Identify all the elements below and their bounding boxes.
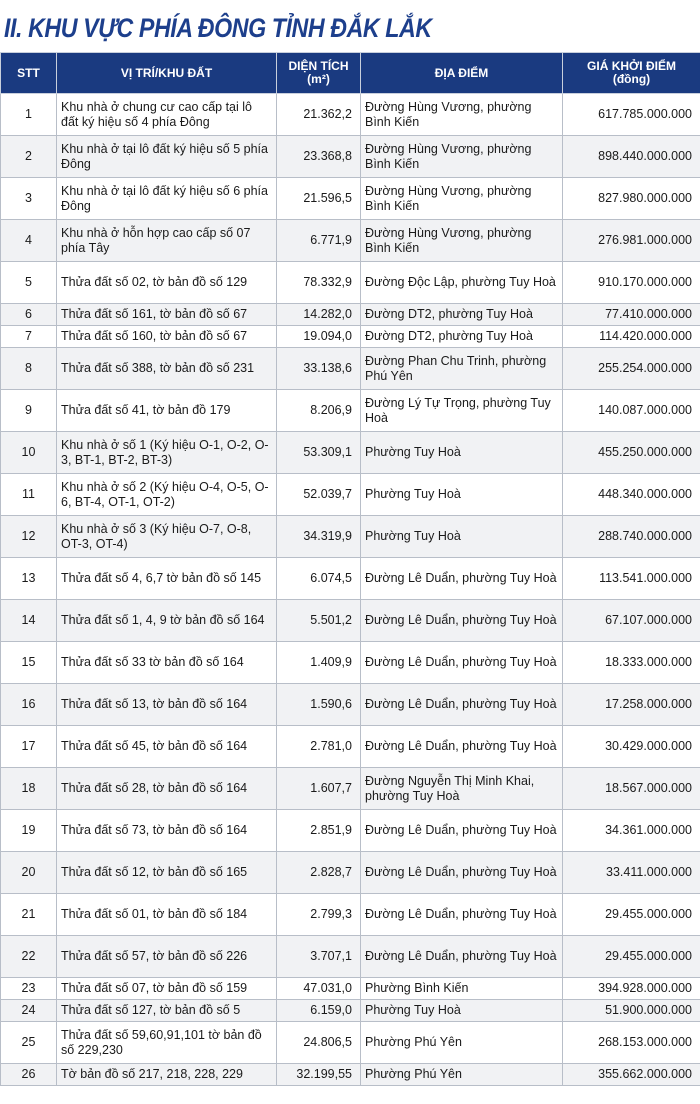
cell-area: 6.159,0 [277, 1000, 361, 1022]
cell-address: Đường DT2, phường Tuy Hoà [361, 326, 563, 348]
table-row [1, 558, 700, 600]
cell-area: 1.607,7 [277, 768, 361, 810]
cell-location: Khu nhà ở chung cư cao cấp tại lô đất ký hiệu số 4 phía Đông [57, 94, 277, 136]
table-row [1, 642, 700, 684]
cell-location: Khu nhà ở số 1 (Ký hiệu O-1, O-2, O-3, BT-1, BT-2, BT-3) [57, 432, 277, 474]
cell-area: 2.851,9 [277, 810, 361, 852]
cell-price: 33.411.000.000 [563, 852, 700, 894]
cell-address: Đường Lê Duẩn, phường Tuy Hoà [361, 600, 563, 642]
header-row [1, 53, 700, 94]
cell-price: 827.980.000.000 [563, 178, 700, 220]
cell-address: Đường Hùng Vương, phường Bình Kiến [361, 136, 563, 178]
cell-area: 3.707,1 [277, 936, 361, 978]
cell-stt: 9 [1, 390, 57, 432]
cell-location: Khu nhà ở số 2 (Ký hiệu O-4, O-5, O-6, BT-4, OT-1, OT-2) [57, 474, 277, 516]
cell-location: Thửa đất số 388, tờ bản đồ số 231 [57, 348, 277, 390]
cell-location: Thửa đất số 160, tờ bản đồ số 67 [57, 326, 277, 348]
header-price-line1: GIÁ KHỞI ĐIỂM [587, 59, 676, 73]
cell-address: Đường Lý Tự Trọng, phường Tuy Hoà [361, 390, 563, 432]
cell-stt: 13 [1, 558, 57, 600]
cell-price: 18.333.000.000 [563, 642, 700, 684]
cell-area: 52.039,7 [277, 474, 361, 516]
table-row [1, 852, 700, 894]
cell-address: Đường Phan Chu Trinh, phường Phú Yên [361, 348, 563, 390]
cell-location: Khu nhà ở hỗn hợp cao cấp số 07 phía Tây [57, 220, 277, 262]
cell-stt: 20 [1, 852, 57, 894]
cell-area: 78.332,9 [277, 262, 361, 304]
cell-location: Thửa đất số 13, tờ bản đồ số 164 [57, 684, 277, 726]
cell-area: 19.094,0 [277, 326, 361, 348]
table-row [1, 600, 700, 642]
table-row [1, 768, 700, 810]
cell-price: 448.340.000.000 [563, 474, 700, 516]
cell-area: 5.501,2 [277, 600, 361, 642]
table-row [1, 304, 700, 326]
cell-address: Phường Phú Yên [361, 1064, 563, 1086]
cell-address: Đường Lê Duẩn, phường Tuy Hoà [361, 558, 563, 600]
cell-location: Thửa đất số 07, tờ bản đồ số 159 [57, 978, 277, 1000]
table-row [1, 326, 700, 348]
table-row [1, 474, 700, 516]
cell-stt: 2 [1, 136, 57, 178]
table-row [1, 894, 700, 936]
cell-address: Phường Tuy Hoà [361, 1000, 563, 1022]
cell-address: Đường Lê Duẩn, phường Tuy Hoà [361, 642, 563, 684]
land-auction-table [0, 52, 700, 1086]
page-title: II. KHU VỰC PHÍA ĐÔNG TỈNH ĐẮK LẮK [4, 12, 432, 43]
header-area-line1: DIỆN TÍCH [288, 59, 349, 73]
header-price-line2: (đồng) [612, 72, 651, 86]
table-row [1, 1022, 700, 1064]
table-row [1, 220, 700, 262]
cell-price: 355.662.000.000 [563, 1064, 700, 1086]
cell-address: Đường Lê Duẩn, phường Tuy Hoà [361, 936, 563, 978]
cell-location: Thửa đất số 57, tờ bản đồ số 226 [57, 936, 277, 978]
cell-area: 47.031,0 [277, 978, 361, 1000]
cell-area: 32.199,55 [277, 1064, 361, 1086]
cell-stt: 15 [1, 642, 57, 684]
cell-stt: 18 [1, 768, 57, 810]
cell-location: Thửa đất số 4, 6,7 tờ bản đồ số 145 [57, 558, 277, 600]
cell-price: 51.900.000.000 [563, 1000, 700, 1022]
header-area-line2: (m²) [307, 72, 330, 86]
table-row [1, 94, 700, 136]
cell-price: 18.567.000.000 [563, 768, 700, 810]
cell-stt: 17 [1, 726, 57, 768]
cell-area: 6.074,5 [277, 558, 361, 600]
cell-price: 268.153.000.000 [563, 1022, 700, 1064]
table-row [1, 684, 700, 726]
cell-location: Thửa đất số 28, tờ bản đồ số 164 [57, 768, 277, 810]
table-row [1, 432, 700, 474]
cell-address: Đường Hùng Vương, phường Bình Kiến [361, 94, 563, 136]
cell-area: 1.409,9 [277, 642, 361, 684]
cell-location: Khu nhà ở số 3 (Ký hiệu O-7, O-8, OT-3, OT-4) [57, 516, 277, 558]
cell-stt: 25 [1, 1022, 57, 1064]
cell-location: Thửa đất số 12, tờ bản đồ số 165 [57, 852, 277, 894]
cell-address: Đường Lê Duẩn, phường Tuy Hoà [361, 726, 563, 768]
cell-price: 455.250.000.000 [563, 432, 700, 474]
cell-price: 17.258.000.000 [563, 684, 700, 726]
cell-location: Thửa đất số 1, 4, 9 tờ bản đồ số 164 [57, 600, 277, 642]
table-row [1, 178, 700, 220]
table-row [1, 1064, 700, 1086]
cell-stt: 16 [1, 684, 57, 726]
cell-stt: 4 [1, 220, 57, 262]
cell-location: Thửa đất số 01, tờ bản đồ số 184 [57, 894, 277, 936]
cell-location: Tờ bản đồ số 217, 218, 228, 229 [57, 1064, 277, 1086]
header-address-label: ĐỊA ĐIỂM [434, 65, 489, 80]
cell-stt: 8 [1, 348, 57, 390]
cell-address: Đường Hùng Vương, phường Bình Kiến [361, 220, 563, 262]
cell-price: 34.361.000.000 [563, 810, 700, 852]
cell-stt: 14 [1, 600, 57, 642]
cell-stt: 22 [1, 936, 57, 978]
cell-area: 2.828,7 [277, 852, 361, 894]
cell-stt: 19 [1, 810, 57, 852]
cell-location: Thửa đất số 73, tờ bản đồ số 164 [57, 810, 277, 852]
cell-location: Thửa đất số 127, tờ bản đồ số 5 [57, 1000, 277, 1022]
header-address [361, 53, 563, 94]
cell-address: Phường Phú Yên [361, 1022, 563, 1064]
cell-area: 34.319,9 [277, 516, 361, 558]
cell-price: 910.170.000.000 [563, 262, 700, 304]
table-row [1, 978, 700, 1000]
cell-area: 1.590,6 [277, 684, 361, 726]
cell-area: 33.138,6 [277, 348, 361, 390]
cell-stt: 6 [1, 304, 57, 326]
cell-location: Thửa đất số 33 tờ bản đồ số 164 [57, 642, 277, 684]
cell-stt: 3 [1, 178, 57, 220]
cell-address: Phường Tuy Hoà [361, 432, 563, 474]
cell-stt: 21 [1, 894, 57, 936]
cell-stt: 11 [1, 474, 57, 516]
cell-location: Khu nhà ở tại lô đất ký hiệu số 5 phía Đông [57, 136, 277, 178]
cell-price: 113.541.000.000 [563, 558, 700, 600]
table-body [1, 94, 700, 1086]
cell-price: 29.455.000.000 [563, 936, 700, 978]
table-row [1, 262, 700, 304]
cell-location: Thửa đất số 59,60,91,101 tờ bản đồ số 229,230 [57, 1022, 277, 1064]
table-row [1, 348, 700, 390]
table-header [1, 53, 700, 94]
cell-price: 77.410.000.000 [563, 304, 700, 326]
cell-price: 114.420.000.000 [563, 326, 700, 348]
cell-stt: 10 [1, 432, 57, 474]
cell-address: Đường Lê Duẩn, phường Tuy Hoà [361, 894, 563, 936]
cell-address: Đường Độc Lập, phường Tuy Hoà [361, 262, 563, 304]
cell-address: Đường Nguyễn Thị Minh Khai, phường Tuy Hoà [361, 768, 563, 810]
header-stt [1, 53, 57, 94]
table-row [1, 726, 700, 768]
cell-address: Đường Hùng Vương, phường Bình Kiến [361, 178, 563, 220]
cell-stt: 26 [1, 1064, 57, 1086]
cell-location: Thửa đất số 41, tờ bản đồ 179 [57, 390, 277, 432]
cell-area: 6.771,9 [277, 220, 361, 262]
cell-stt: 5 [1, 262, 57, 304]
cell-address: Đường DT2, phường Tuy Hoà [361, 304, 563, 326]
table-row [1, 936, 700, 978]
cell-area: 14.282,0 [277, 304, 361, 326]
cell-price: 255.254.000.000 [563, 348, 700, 390]
table-row [1, 516, 700, 558]
land-auction-table-container [0, 52, 700, 1104]
cell-stt: 7 [1, 326, 57, 348]
cell-address: Đường Lê Duẩn, phường Tuy Hoà [361, 684, 563, 726]
cell-area: 21.362,2 [277, 94, 361, 136]
cell-area: 24.806,5 [277, 1022, 361, 1064]
cell-area: 2.799,3 [277, 894, 361, 936]
cell-price: 898.440.000.000 [563, 136, 700, 178]
cell-price: 140.087.000.000 [563, 390, 700, 432]
cell-price: 617.785.000.000 [563, 94, 700, 136]
table-row [1, 390, 700, 432]
cell-price: 276.981.000.000 [563, 220, 700, 262]
header-location-label: VỊ TRÍ/KHU ĐẤT [120, 65, 213, 80]
cell-stt: 12 [1, 516, 57, 558]
cell-area: 8.206,9 [277, 390, 361, 432]
cell-price: 30.429.000.000 [563, 726, 700, 768]
cell-location: Khu nhà ở tại lô đất ký hiệu số 6 phía Đông [57, 178, 277, 220]
cell-price: 67.107.000.000 [563, 600, 700, 642]
cell-address: Đường Lê Duẩn, phường Tuy Hoà [361, 810, 563, 852]
header-price [563, 53, 700, 94]
cell-price: 288.740.000.000 [563, 516, 700, 558]
cell-area: 21.596,5 [277, 178, 361, 220]
cell-area: 2.781,0 [277, 726, 361, 768]
cell-area: 53.309,1 [277, 432, 361, 474]
cell-location: Thửa đất số 45, tờ bản đồ số 164 [57, 726, 277, 768]
cell-location: Thửa đất số 02, tờ bản đồ số 129 [57, 262, 277, 304]
cell-location: Thửa đất số 161, tờ bản đồ số 67 [57, 304, 277, 326]
header-area [277, 53, 361, 94]
table-row [1, 136, 700, 178]
cell-price: 29.455.000.000 [563, 894, 700, 936]
header-stt-label: STT [17, 65, 40, 80]
cell-address: Phường Tuy Hoà [361, 474, 563, 516]
cell-address: Phường Bình Kiến [361, 978, 563, 1000]
cell-stt: 24 [1, 1000, 57, 1022]
table-row [1, 1000, 700, 1022]
cell-address: Phường Tuy Hoà [361, 516, 563, 558]
cell-stt: 1 [1, 94, 57, 136]
header-location [57, 53, 277, 94]
cell-address: Đường Lê Duẩn, phường Tuy Hoà [361, 852, 563, 894]
cell-price: 394.928.000.000 [563, 978, 700, 1000]
cell-area: 23.368,8 [277, 136, 361, 178]
cell-stt: 23 [1, 978, 57, 1000]
table-row [1, 810, 700, 852]
